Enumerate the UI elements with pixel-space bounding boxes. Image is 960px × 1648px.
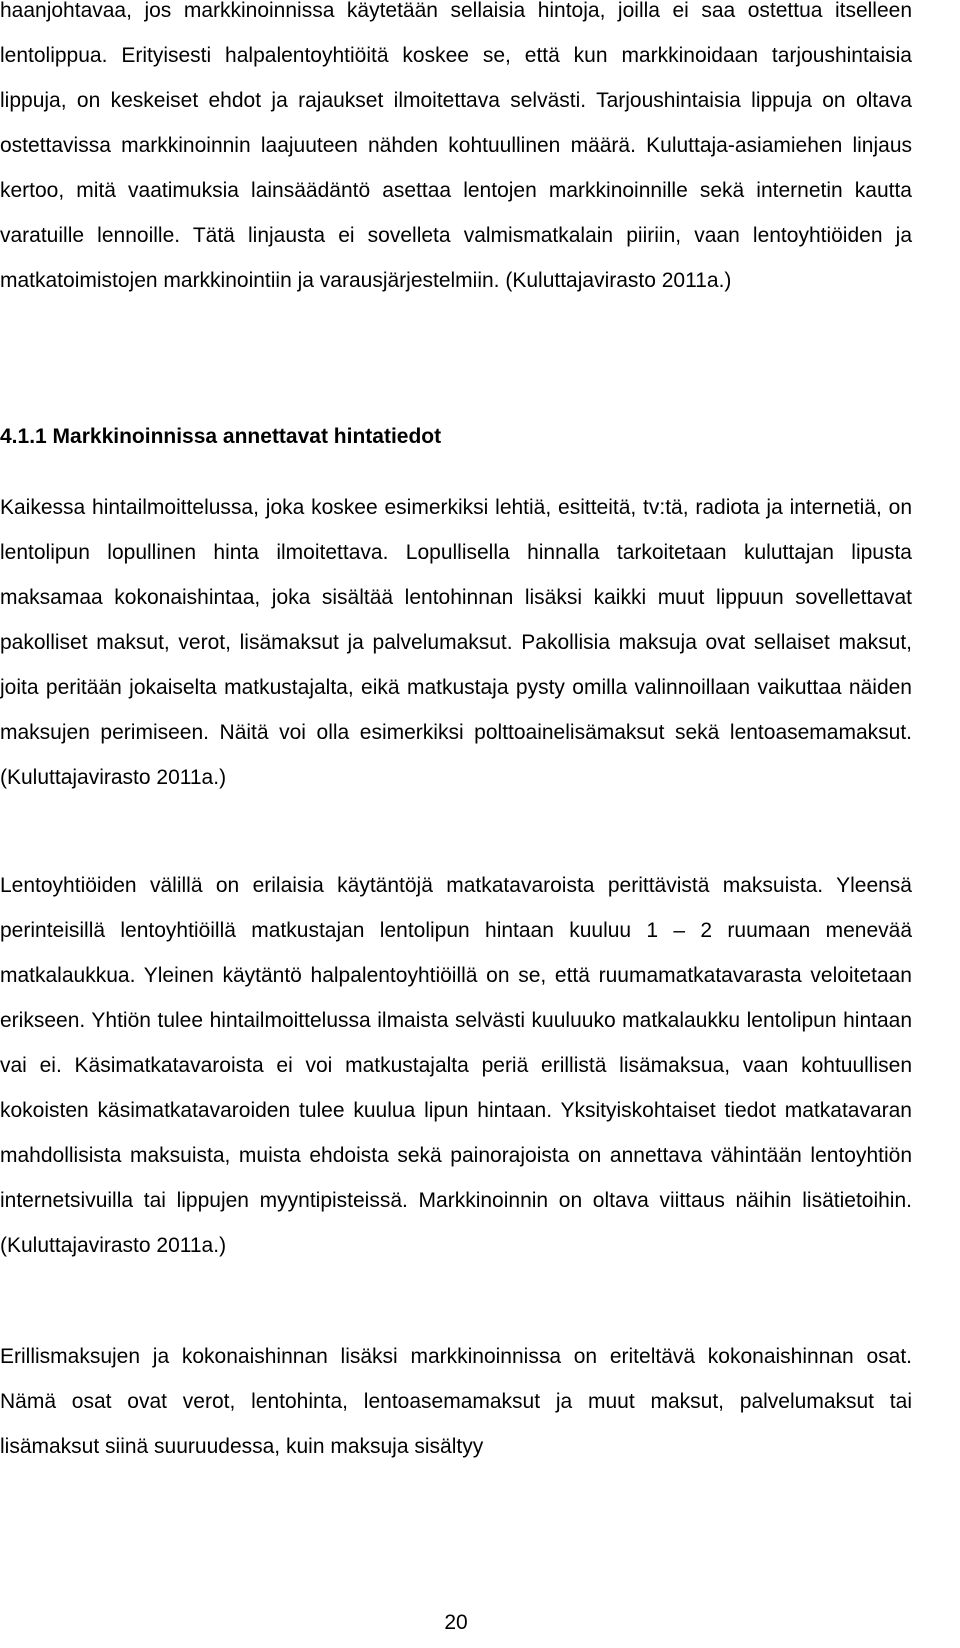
body-paragraph: haanjohtavaa, jos markkinoinnissa käytetään sellaisia hintoja, joilla ei saa ostettua itselleen lentolippua. Erityisesti halpalentoyhtiöitä koskee se, että kun markkinoidaan tarjoushintaisia lippuja, on keskeiset ehdot ja rajaukset ilmoitettava selvästi. Tarjoushintaisia lippuja on oltava ostettavissa markkinoinnin laajuuteen nähden kohtuullinen määrä. Kuluttaja-asiamiehen linjaus kertoo, mitä vaatimuksia lainsäädäntö asettaa lentojen markkinoinnille sekä internetin kautta varatuille lennoille. Tätä linjausta ei sovelleta valmismatkalain piiriin, vaan lentoyhtiöiden ja matkatoimistojen markkinointiin ja varausjärjestelmiin. (Kuluttajavirasto 2011a.) [0,0,912,292]
body-paragraph: Erillismaksujen ja kokonaishinnan lisäksi markkinoinnissa on eriteltävä kokonaishinnan osat. Nämä osat ovat verot, lentohinta, lentoasemamaksut ja muut maksut, palvelumaksut tai lisämaksut siinä suuruudessa, kuin maksuja sisältyy [0,1345,912,1458]
body-paragraph: Kaikessa hintailmoittelussa, joka koskee esimerkiksi lehtiä, esitteitä, tv:tä, radiota ja internetiä, on lentolipun lopullinen hinta ilmoitettava. Lopullisella hinnalla tarkoitetaan kuluttajan lipusta maksamaa kokonaishintaa, joka sisältää lentohinnan lisäksi kaikki muut lippuun sovellettavat pakolliset maksut, verot, lisämaksut ja palvelumaksut. Pakollisia maksuja ovat sellaiset maksut, joita peritään jokaiselta matkustajalta, eikä matkustaja pysty omilla valinnoillaan vaikuttaa näiden maksujen perimiseen. Näitä voi olla esimerkiksi polttoainelisämaksut sekä lentoasemamaksut. (Kuluttajavirasto 2011a.) [0,496,912,789]
body-paragraph: Lentoyhtiöiden välillä on erilaisia käytäntöjä matkatavaroista perittävistä maksuista. Yleensä perinteisillä lentoyhtiöillä matkustajan lentolipun hintaan kuuluu 1 – 2 ruumaan menevää matkalaukkua. Yleinen käytäntö halpalentoyhtiöillä on se, että ruumamatkatavarasta veloitetaan erikseen. Yhtiön tulee hintailmoittelussa ilmaista selvästi kuuluuko matkalaukku lentolipun hintaan vai ei. Käsimatkatavaroista ei voi matkustajalta periä erillistä lisämaksua, vaan kohtuullisen kokoisten käsimatkatavaroiden tulee kuulua lipun hintaan. Yksityiskohtaiset tiedot matkatavaran mahdollisista maksuista, muista ehdoista sekä painorajoista on annettava vähintään lentoyhtiön internetsivuilla tai lippujen myyntipisteissä. Markkinoinnin on oltava viittaus näihin lisätietoihin. (Kuluttajavirasto 2011a.) [0,874,912,1257]
section-heading: 4.1.1 Markkinoinnissa annettavat hintatiedot [0,425,442,448]
page-number: 20 [444,1611,468,1634]
